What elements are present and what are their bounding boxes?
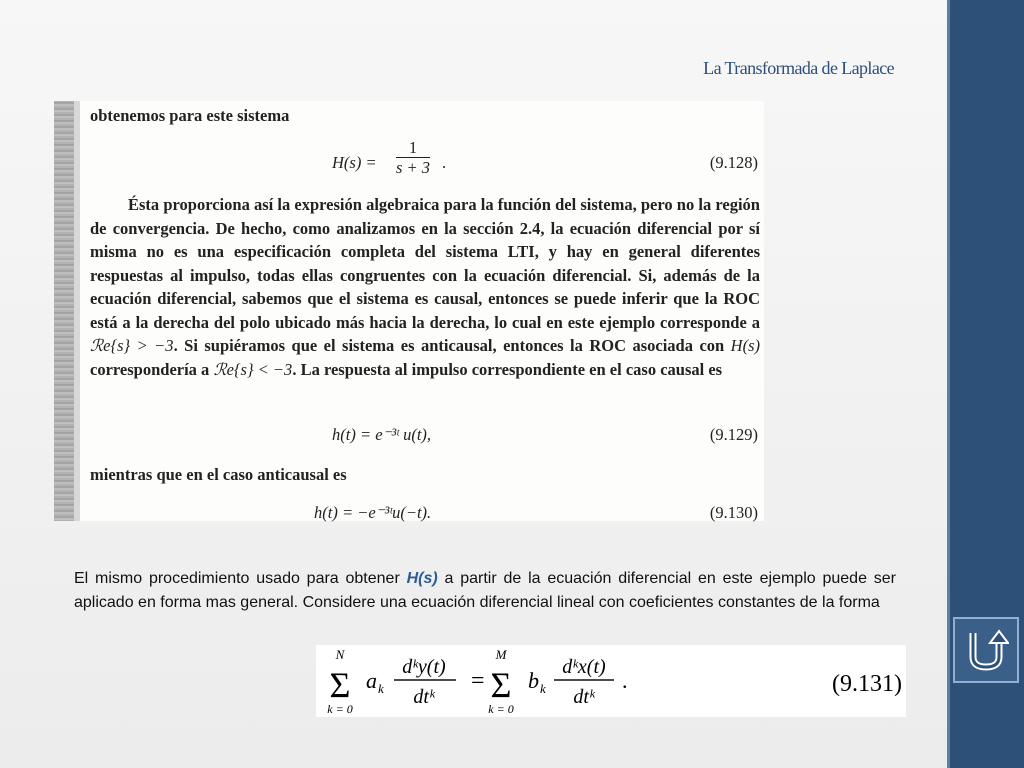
- eq128-fraction: [392, 139, 434, 178]
- eq131-number: (9.131): [832, 671, 902, 697]
- sum-upper-left: N: [335, 647, 345, 662]
- eq128-denominator: s + 3: [396, 158, 431, 177]
- eq128-number: (9.128): [709, 153, 758, 172]
- equation-9-131-graphic: [316, 645, 906, 717]
- coef-right: b: [528, 668, 539, 693]
- eq128-tail: .: [442, 153, 447, 172]
- scan-paragraph: [90, 193, 760, 381]
- eq129-expr: h(t) = e⁻³ᵗ u(t),: [332, 425, 432, 444]
- paragraph-part-c: correspondería a: [90, 359, 214, 379]
- re-anticausal: ℛe{s} < −3: [213, 359, 293, 379]
- re-causal: ℛe{s} > −3: [90, 336, 174, 355]
- scan-intro: obtenemos para este sistema: [90, 106, 290, 125]
- sum-upper-right: M: [495, 647, 507, 662]
- equation-9-129: [90, 423, 760, 449]
- slide-title: La Transformada de Laplace: [703, 58, 894, 78]
- eq130-expr: h(t) = −e⁻³ᵗu(−t).: [314, 503, 432, 522]
- num-left: dᵏy(t): [402, 656, 446, 678]
- sum-sigma-right: Σ: [490, 665, 512, 705]
- sum-lower-left: k = 0: [327, 702, 353, 716]
- num-right: dᵏx(t): [562, 656, 606, 678]
- equation-9-131: [316, 645, 906, 717]
- equation-9-128: [90, 139, 760, 189]
- coef-left: a: [366, 668, 377, 693]
- return-arrow-icon: [963, 627, 1009, 673]
- eq131-tail: .: [622, 668, 628, 693]
- sub-left: k: [378, 681, 384, 696]
- scanned-book-excerpt: [54, 101, 764, 521]
- paragraph-part-b: . Si supiéramos que el sistema es anticausal, entonces la ROC asociada con: [173, 336, 731, 355]
- eq128-numerator: 1: [396, 139, 430, 158]
- paragraph-part-d: . La respuesta al impulso correspondiente en el caso causal es: [292, 359, 723, 379]
- den-left: dtᵏ: [413, 686, 435, 708]
- body-part1: El mismo procedimiento usado para obtener: [74, 570, 407, 587]
- scan-edge-highlight: [74, 101, 80, 521]
- paragraph-part-a: Ésta proporciona así la expresión algebraica para la función del sistema, pero no la región de convergencia. De hecho, como analizamos en la sección 2.4, la ecuación diferencial por sí misma no es una especificación completa del sistema LTI, y hay en general diferentes respuestas al impulso, todas ellas congruentes con la ecuación diferencial. Si, además de la ecuación diferencial, sabemos que el sistema es causal, entonces se puede inferir que la ROC está a la derecha del polo ubicado más hacia la derecha, lo cual en este ejemplo corresponde a: [90, 195, 760, 332]
- sum-lower-right: k = 0: [488, 702, 514, 716]
- eq130-number: (9.130): [709, 503, 758, 522]
- eq128-lhs: H(s) =: [332, 153, 377, 172]
- scan-middle: mientras que en el caso anticausal es: [90, 465, 347, 484]
- equation-9-130: [90, 501, 760, 527]
- hs-inline: H(s): [730, 336, 760, 355]
- body-text: [74, 567, 896, 614]
- return-button[interactable]: [953, 617, 1019, 683]
- highlight-hs: H(s): [406, 570, 438, 587]
- sidebar-stripe: [947, 0, 950, 768]
- equals-sign: =: [471, 668, 485, 694]
- sub-right: k: [540, 681, 546, 696]
- den-right: dtᵏ: [573, 686, 595, 708]
- body-part2: a partir de la ecuación diferencial en este ejemplo puede ser aplicado en forma mas general. Considere una ecuación diferencial lineal con coeficientes constantes de la forma: [74, 570, 897, 611]
- eq129-number: (9.129): [709, 425, 758, 444]
- sum-sigma-left: Σ: [329, 665, 351, 705]
